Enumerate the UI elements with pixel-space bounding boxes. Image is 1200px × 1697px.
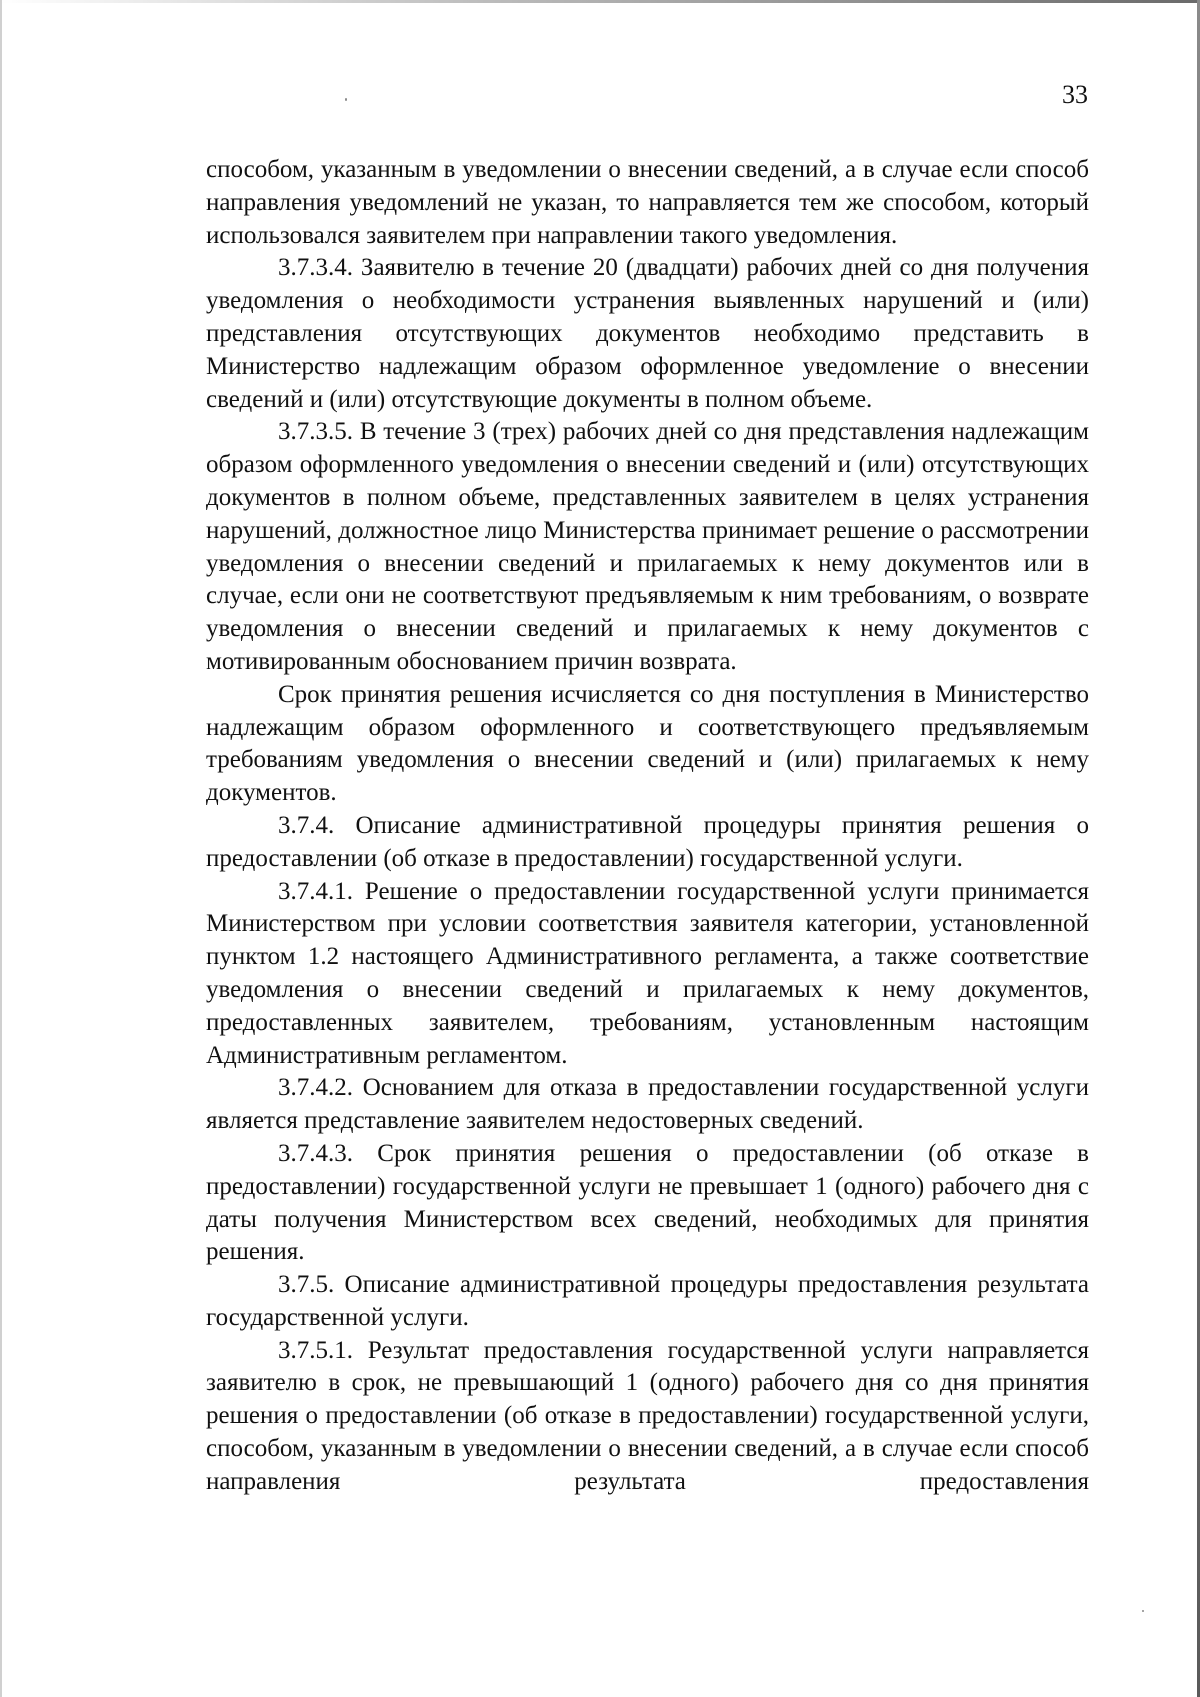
paragraph-3-7-5-1: 3.7.5.1. Результат предоставления государственной услуги направляется заявителю в срок, не превышающий 1 (одного) рабочего дня со дня принятия решения о предоставлении (об отказе в предоставлении) государственной услуги, способом, указанным в уведомлении о внесении сведений, а в случае если способ направления результата предоставления xyxy=(206,1336,1089,1495)
paragraph-3-7-3-4: 3.7.3.4. Заявителю в течение 20 (двадцати) рабочих дней со дня получения уведомления о необходимости устранения выявленных нарушений и (или) представления отсутствующих документов необходимо представить в Министерство надлежащим образом оформленное уведомление о внесении сведений и (или) отсутствующие документы в полном объеме. xyxy=(206,254,1089,413)
paragraph-continuation: способом, указанным в уведомлении о внесении сведений, а в случае если способ направления уведомлений не указан, то направляется тем же способом, который использовался заявителем при направлении такого уведомления. xyxy=(206,156,1089,249)
paragraph-3-7-4: 3.7.4. Описание административной процедуры принятия решения о предоставлении (об отказе в предоставлении) государственной услуги. xyxy=(206,811,1089,872)
scan-edge-left xyxy=(0,0,2,1697)
paragraph-3-7-4-1: 3.7.4.1. Решение о предоставлении государственной услуги принимается Министерством при условии соответствия заявителя категории, установленной пунктом 1.2 настоящего Административного регламента, а также соответствие уведомления о внесении сведений и прилагаемых к нему документов, предоставленных заявителем, требованиям, установленным настоящим Административным регламентом. xyxy=(206,877,1089,1069)
scan-edge-top xyxy=(0,0,1200,3)
scan-speck xyxy=(345,98,347,101)
paragraph-3-7-4-3: 3.7.4.3. Срок принятия решения о предоставлении (об отказе в предоставлении) государственной услуги не превышает 1 (одного) рабочего дня с даты получения Министерством всех сведений, необходимых для принятия решения. xyxy=(206,1139,1089,1266)
paragraph-3-7-4-2: 3.7.4.2. Основанием для отказа в предоставлении государственной услуги является представление заявителем недостоверных сведений. xyxy=(206,1074,1089,1135)
paragraph-3-7-5: 3.7.5. Описание административной процедуры предоставления результата государственной услуги. xyxy=(206,1271,1089,1331)
page-number: 33 xyxy=(1062,80,1088,109)
paragraph-3-7-3-5: 3.7.3.5. В течение 3 (трех) рабочих дней со дня представления надлежащим образом оформленного уведомления о внесении сведений и (или) отсутствующих документов в полном объеме, представленных заявителем в целях устранения нарушений, должностное лицо Министерства принимает решение о рассмотрении уведомления о внесении сведений и прилагаемых к нему документов или в случае, если они не соответствуют предъявляемым к ним требованиям, о возврате уведомления о внесении сведений и прилагаемых к нему документов с мотивированным обоснованием причин возврата. xyxy=(206,418,1089,675)
paragraph-decision-deadline: Срок принятия решения исчисляется со дня поступления в Министерство надлежащим образом оформленного и соответствующего предъявляемым требованиям уведомления о внесении сведений и (или) прилагаемых к нему документов. xyxy=(206,680,1089,807)
document-body xyxy=(206,154,1089,1499)
scan-speck xyxy=(1142,1610,1144,1612)
